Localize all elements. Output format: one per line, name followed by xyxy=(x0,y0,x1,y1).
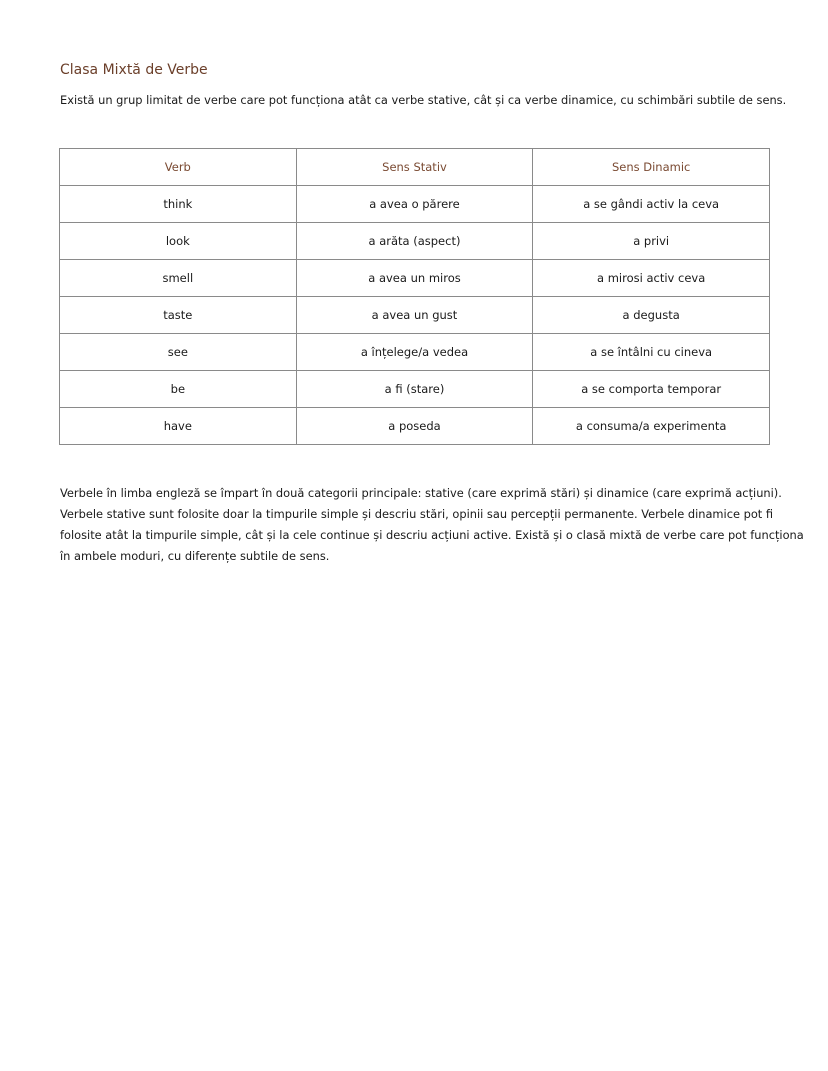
stative-cell: a poseda xyxy=(296,408,533,445)
stative-cell: a înțelege/a vedea xyxy=(296,334,533,371)
table-row xyxy=(60,371,770,408)
table-header-row xyxy=(60,149,770,186)
table-row xyxy=(60,408,770,445)
dynamic-cell: a privi xyxy=(533,223,770,260)
summary-line: Verbele în limba engleză se împart în două categorii principale: stative (care exprimă stări) și dinamice (care exprimă acțiuni). xyxy=(60,486,782,500)
dynamic-cell: a degusta xyxy=(533,297,770,334)
table-row xyxy=(60,223,770,260)
table-row xyxy=(60,297,770,334)
summary-paragraph xyxy=(60,483,804,567)
stative-cell: a avea un gust xyxy=(296,297,533,334)
verb-table xyxy=(59,148,770,445)
dynamic-cell: a se întâlni cu cineva xyxy=(533,334,770,371)
verb-cell: see xyxy=(60,334,297,371)
intro-paragraph: Există un grup limitat de verbe care pot funcționa atât ca verbe stative, cât și ca verbe dinamice, cu schimbări subtile de sens. xyxy=(60,93,787,107)
header-dynamic-meaning: Sens Dinamic xyxy=(533,149,770,186)
table-row xyxy=(60,186,770,223)
verb-cell: be xyxy=(60,371,297,408)
dynamic-cell: a consuma/a experimenta xyxy=(533,408,770,445)
verb-cell: have xyxy=(60,408,297,445)
verb-cell: taste xyxy=(60,297,297,334)
table-row xyxy=(60,260,770,297)
summary-line: folosite atât la timpurile simple, cât și la cele continue și descriu acțiuni active. Există și o clasă mixtă de verbe care pot funcționa xyxy=(60,528,804,542)
verb-cell: smell xyxy=(60,260,297,297)
stative-cell: a avea o părere xyxy=(296,186,533,223)
header-verb: Verb xyxy=(60,149,297,186)
dynamic-cell: a mirosi activ ceva xyxy=(533,260,770,297)
stative-cell: a avea un miros xyxy=(296,260,533,297)
verb-cell: look xyxy=(60,223,297,260)
table-row xyxy=(60,334,770,371)
stative-cell: a fi (stare) xyxy=(296,371,533,408)
stative-cell: a arăta (aspect) xyxy=(296,223,533,260)
summary-line: Verbele stative sunt folosite doar la timpurile simple și descriu stări, opinii sau percepții permanente. Verbele dinamice pot fi xyxy=(60,507,774,521)
summary-line: în ambele moduri, cu diferențe subtile de sens. xyxy=(60,549,330,563)
page-title: Clasa Mixtă de Verbe xyxy=(60,62,208,78)
header-stative-meaning: Sens Stativ xyxy=(296,149,533,186)
verb-cell: think xyxy=(60,186,297,223)
dynamic-cell: a se comporta temporar xyxy=(533,371,770,408)
dynamic-cell: a se gândi activ la ceva xyxy=(533,186,770,223)
